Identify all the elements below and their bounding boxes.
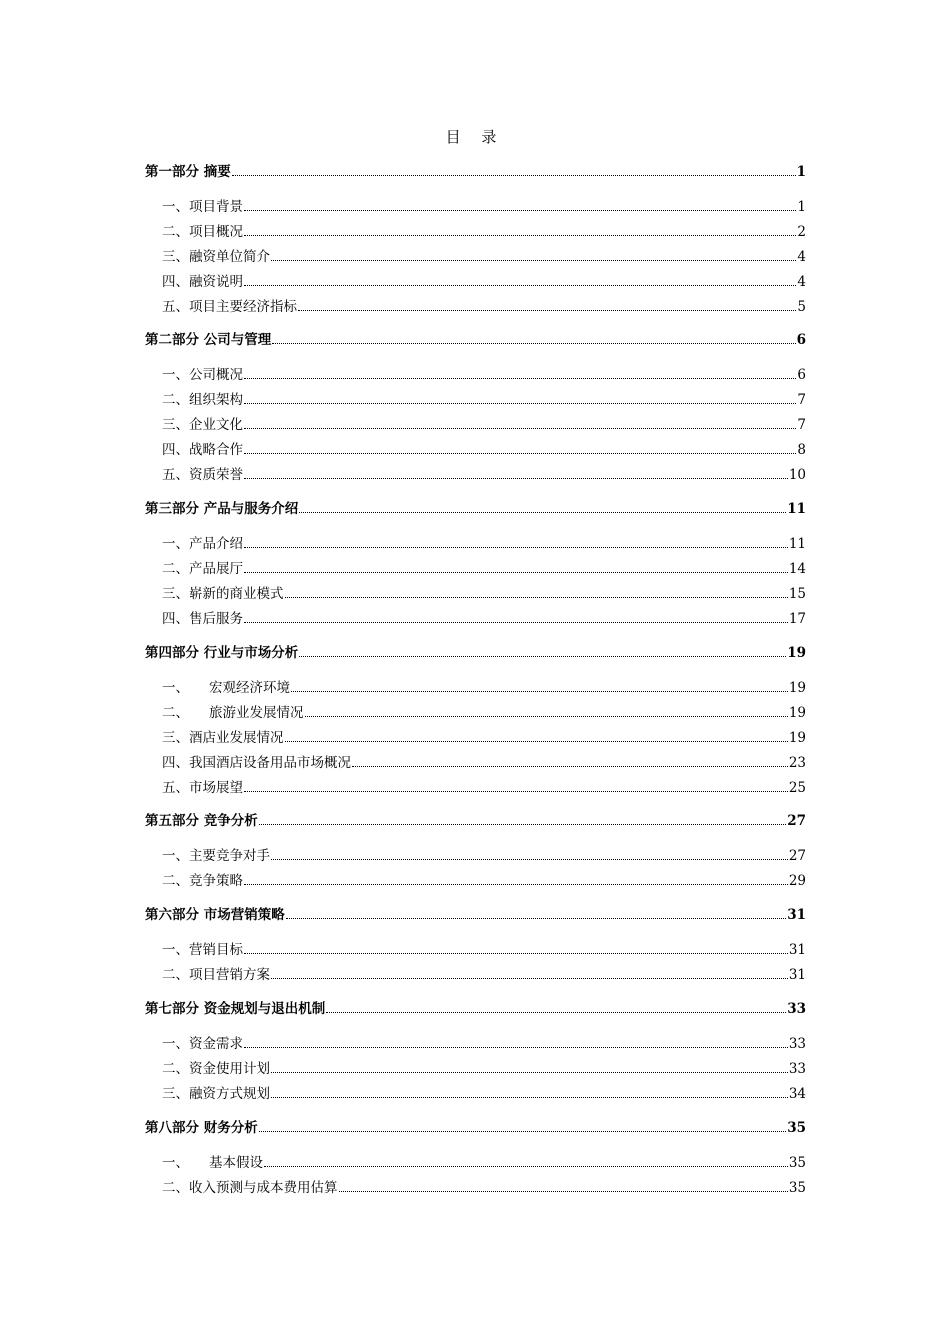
toc-section-entry[interactable] (145, 679, 806, 697)
toc-section-entry[interactable] (145, 466, 806, 484)
toc-section-entry[interactable] (145, 704, 806, 722)
toc-page-number: 19 (788, 730, 806, 746)
dot-leader (244, 547, 788, 548)
toc-page-number: 29 (788, 873, 806, 889)
toc-section-entry[interactable] (145, 366, 806, 384)
toc-section-entry[interactable] (145, 1085, 806, 1103)
toc-page-number: 31 (787, 907, 806, 923)
dot-leader (271, 1072, 788, 1073)
dot-leader (299, 512, 786, 513)
toc-page-number: 1 (796, 164, 806, 180)
toc-entry-label: 四、我国酒店设备用品市场概况 (162, 755, 351, 771)
toc-part-entry[interactable] (145, 500, 806, 518)
toc-entry-label: 第二部分 公司与管理 (145, 332, 272, 348)
dot-leader (244, 285, 796, 286)
toc-page-number: 19 (788, 705, 806, 721)
toc-page-number: 23 (788, 755, 806, 771)
toc-page-number: 11 (788, 536, 806, 552)
toc-page-number: 27 (788, 848, 806, 864)
toc-section-entry[interactable] (145, 585, 806, 603)
dot-leader (259, 824, 787, 825)
toc-section-entry[interactable] (145, 560, 806, 578)
dot-leader (244, 1047, 788, 1048)
toc-page-number: 19 (788, 680, 806, 696)
dot-leader (244, 403, 796, 404)
toc-page-number: 35 (788, 1180, 806, 1196)
toc-entry-label-text: 旅游业发展情况 (209, 705, 304, 721)
toc-entry-label: 五、项目主要经济指标 (162, 299, 297, 315)
dot-leader (285, 741, 788, 742)
toc-entry-label: 四、售后服务 (162, 611, 243, 627)
dot-leader (291, 691, 788, 692)
toc-entry-label: 第四部分 行业与市场分析 (145, 645, 299, 661)
dot-leader (244, 453, 796, 454)
dot-leader (271, 1097, 788, 1098)
dot-leader (272, 343, 795, 344)
dot-leader (232, 175, 796, 176)
dot-leader (264, 1166, 788, 1167)
dot-leader (244, 791, 788, 792)
toc-page-number: 17 (788, 611, 806, 627)
toc-page-number: 2 (797, 224, 806, 240)
toc-section-entry[interactable] (145, 248, 806, 266)
toc-section-entry[interactable] (145, 847, 806, 865)
toc-section-entry[interactable] (145, 416, 806, 434)
toc-section-entry[interactable] (145, 1179, 806, 1197)
toc-section-entry[interactable] (145, 441, 806, 459)
toc-title: 目 录 (445, 128, 505, 146)
toc-page-number: 8 (797, 442, 806, 458)
toc-page-number: 7 (797, 392, 806, 408)
toc-entry-label: 一、 宏观经济环境 (162, 680, 290, 696)
toc-entry-label: 三、崭新的商业模式 (162, 586, 284, 602)
toc-entry-label: 四、战略合作 (162, 442, 243, 458)
toc-part-entry[interactable] (145, 1119, 806, 1137)
toc-entry-label: 二、 旅游业发展情况 (162, 705, 304, 721)
toc-entry-label: 第一部分 摘要 (145, 164, 231, 180)
toc-entry-label: 第八部分 财务分析 (145, 1120, 258, 1136)
dot-leader (271, 260, 796, 261)
toc-entry-label: 第三部分 产品与服务介绍 (145, 501, 299, 517)
toc-entry-label: 一、营销目标 (162, 942, 243, 958)
toc-entry-label: 二、竞争策略 (162, 873, 243, 889)
toc-section-entry[interactable] (145, 941, 806, 959)
dot-leader (259, 1131, 787, 1132)
toc-section-entry[interactable] (145, 223, 806, 241)
toc-page-number: 5 (797, 299, 806, 315)
toc-entry-label: 一、公司概况 (162, 367, 243, 383)
dot-leader (326, 1012, 786, 1013)
toc-entry-label: 二、组织架构 (162, 392, 243, 408)
toc-part-entry[interactable] (145, 906, 806, 924)
toc-entry-label: 三、融资单位简介 (162, 249, 270, 265)
toc-page-number: 34 (788, 1086, 806, 1102)
dot-leader (305, 716, 788, 717)
toc-entry-label: 一、资金需求 (162, 1036, 243, 1052)
toc-entry-label-text: 宏观经济环境 (209, 680, 290, 696)
dot-leader (286, 918, 787, 919)
toc-entry-label: 三、融资方式规划 (162, 1086, 270, 1102)
toc-section-entry[interactable] (145, 779, 806, 797)
toc-section-entry[interactable] (145, 872, 806, 890)
toc-page-number: 33 (787, 1001, 806, 1017)
dot-leader (299, 656, 786, 657)
toc-page-number: 11 (787, 501, 806, 517)
toc-page-number: 33 (788, 1061, 806, 1077)
toc-page-number: 19 (787, 645, 806, 661)
toc-section-entry[interactable] (145, 1035, 806, 1053)
toc-page-number: 10 (788, 467, 806, 483)
dot-leader (244, 572, 788, 573)
toc-page-number: 35 (787, 1120, 806, 1136)
toc-entry-label: 一、 基本假设 (162, 1155, 263, 1171)
toc-entry-label-text: 基本假设 (209, 1155, 263, 1171)
toc-entry-label: 三、企业文化 (162, 417, 243, 433)
toc-page-number: 31 (788, 942, 806, 958)
toc-section-entry[interactable] (145, 729, 806, 747)
toc-entry-label: 五、资质荣誉 (162, 467, 243, 483)
toc-section-entry[interactable] (145, 1154, 806, 1172)
toc-entry-label: 一、主要竞争对手 (162, 848, 270, 864)
toc-entry-label: 一、产品介绍 (162, 536, 243, 552)
toc-section-entry[interactable] (145, 298, 806, 316)
toc-page-number: 33 (788, 1036, 806, 1052)
toc-entry-label: 二、项目营销方案 (162, 967, 270, 983)
toc-entry-label: 二、产品展厅 (162, 561, 243, 577)
toc-section-entry[interactable] (145, 966, 806, 984)
toc-section-entry[interactable] (145, 754, 806, 772)
toc-part-entry[interactable] (145, 331, 806, 349)
toc-entry-label: 四、融资说明 (162, 274, 243, 290)
toc-section-entry[interactable] (145, 391, 806, 409)
toc-page-number: 6 (796, 332, 806, 348)
toc-section-entry[interactable] (145, 198, 806, 216)
toc-entry-label: 二、收入预测与成本费用估算 (162, 1180, 338, 1196)
toc-page-number: 6 (797, 367, 806, 383)
toc-page-number: 1 (797, 199, 806, 215)
toc-part-entry[interactable] (145, 1000, 806, 1018)
toc-entry-label: 二、项目概况 (162, 224, 243, 240)
toc-section-entry[interactable] (145, 1060, 806, 1078)
toc-page-number: 27 (787, 813, 806, 829)
toc-part-entry[interactable] (145, 812, 806, 830)
dot-leader (339, 1191, 788, 1192)
dot-leader (244, 235, 796, 236)
toc-entry-label: 第六部分 市场营销策略 (145, 907, 285, 923)
toc-page-number: 25 (788, 780, 806, 796)
toc-entry-label: 一、项目背景 (162, 199, 243, 215)
dot-leader (271, 859, 788, 860)
dot-leader (285, 597, 788, 598)
toc-page-number: 4 (797, 274, 806, 290)
toc-page-number: 4 (797, 249, 806, 265)
toc-entry-label: 二、资金使用计划 (162, 1061, 270, 1077)
dot-leader (244, 428, 796, 429)
toc-entry-label: 第七部分 资金规划与退出机制 (145, 1001, 326, 1017)
dot-leader (244, 953, 788, 954)
dot-leader (244, 478, 788, 479)
toc-entry-label: 五、市场展望 (162, 780, 243, 796)
toc-page-number: 15 (788, 586, 806, 602)
toc-section-entry[interactable] (145, 610, 806, 628)
toc-section-entry[interactable] (145, 273, 806, 291)
toc-part-entry[interactable] (145, 644, 806, 662)
toc-entry-label: 第五部分 竞争分析 (145, 813, 258, 829)
dot-leader (298, 310, 796, 311)
toc-part-entry[interactable] (145, 163, 806, 181)
dot-leader (244, 378, 796, 379)
toc-page-number: 31 (788, 967, 806, 983)
toc-section-entry[interactable] (145, 535, 806, 553)
dot-leader (271, 978, 788, 979)
toc-entry-label: 三、酒店业发展情况 (162, 730, 284, 746)
dot-leader (352, 766, 788, 767)
toc-page-number: 35 (788, 1155, 806, 1171)
dot-leader (244, 884, 788, 885)
dot-leader (244, 210, 796, 211)
dot-leader (244, 622, 788, 623)
toc-page-number: 14 (788, 561, 806, 577)
toc-page-number: 7 (797, 417, 806, 433)
